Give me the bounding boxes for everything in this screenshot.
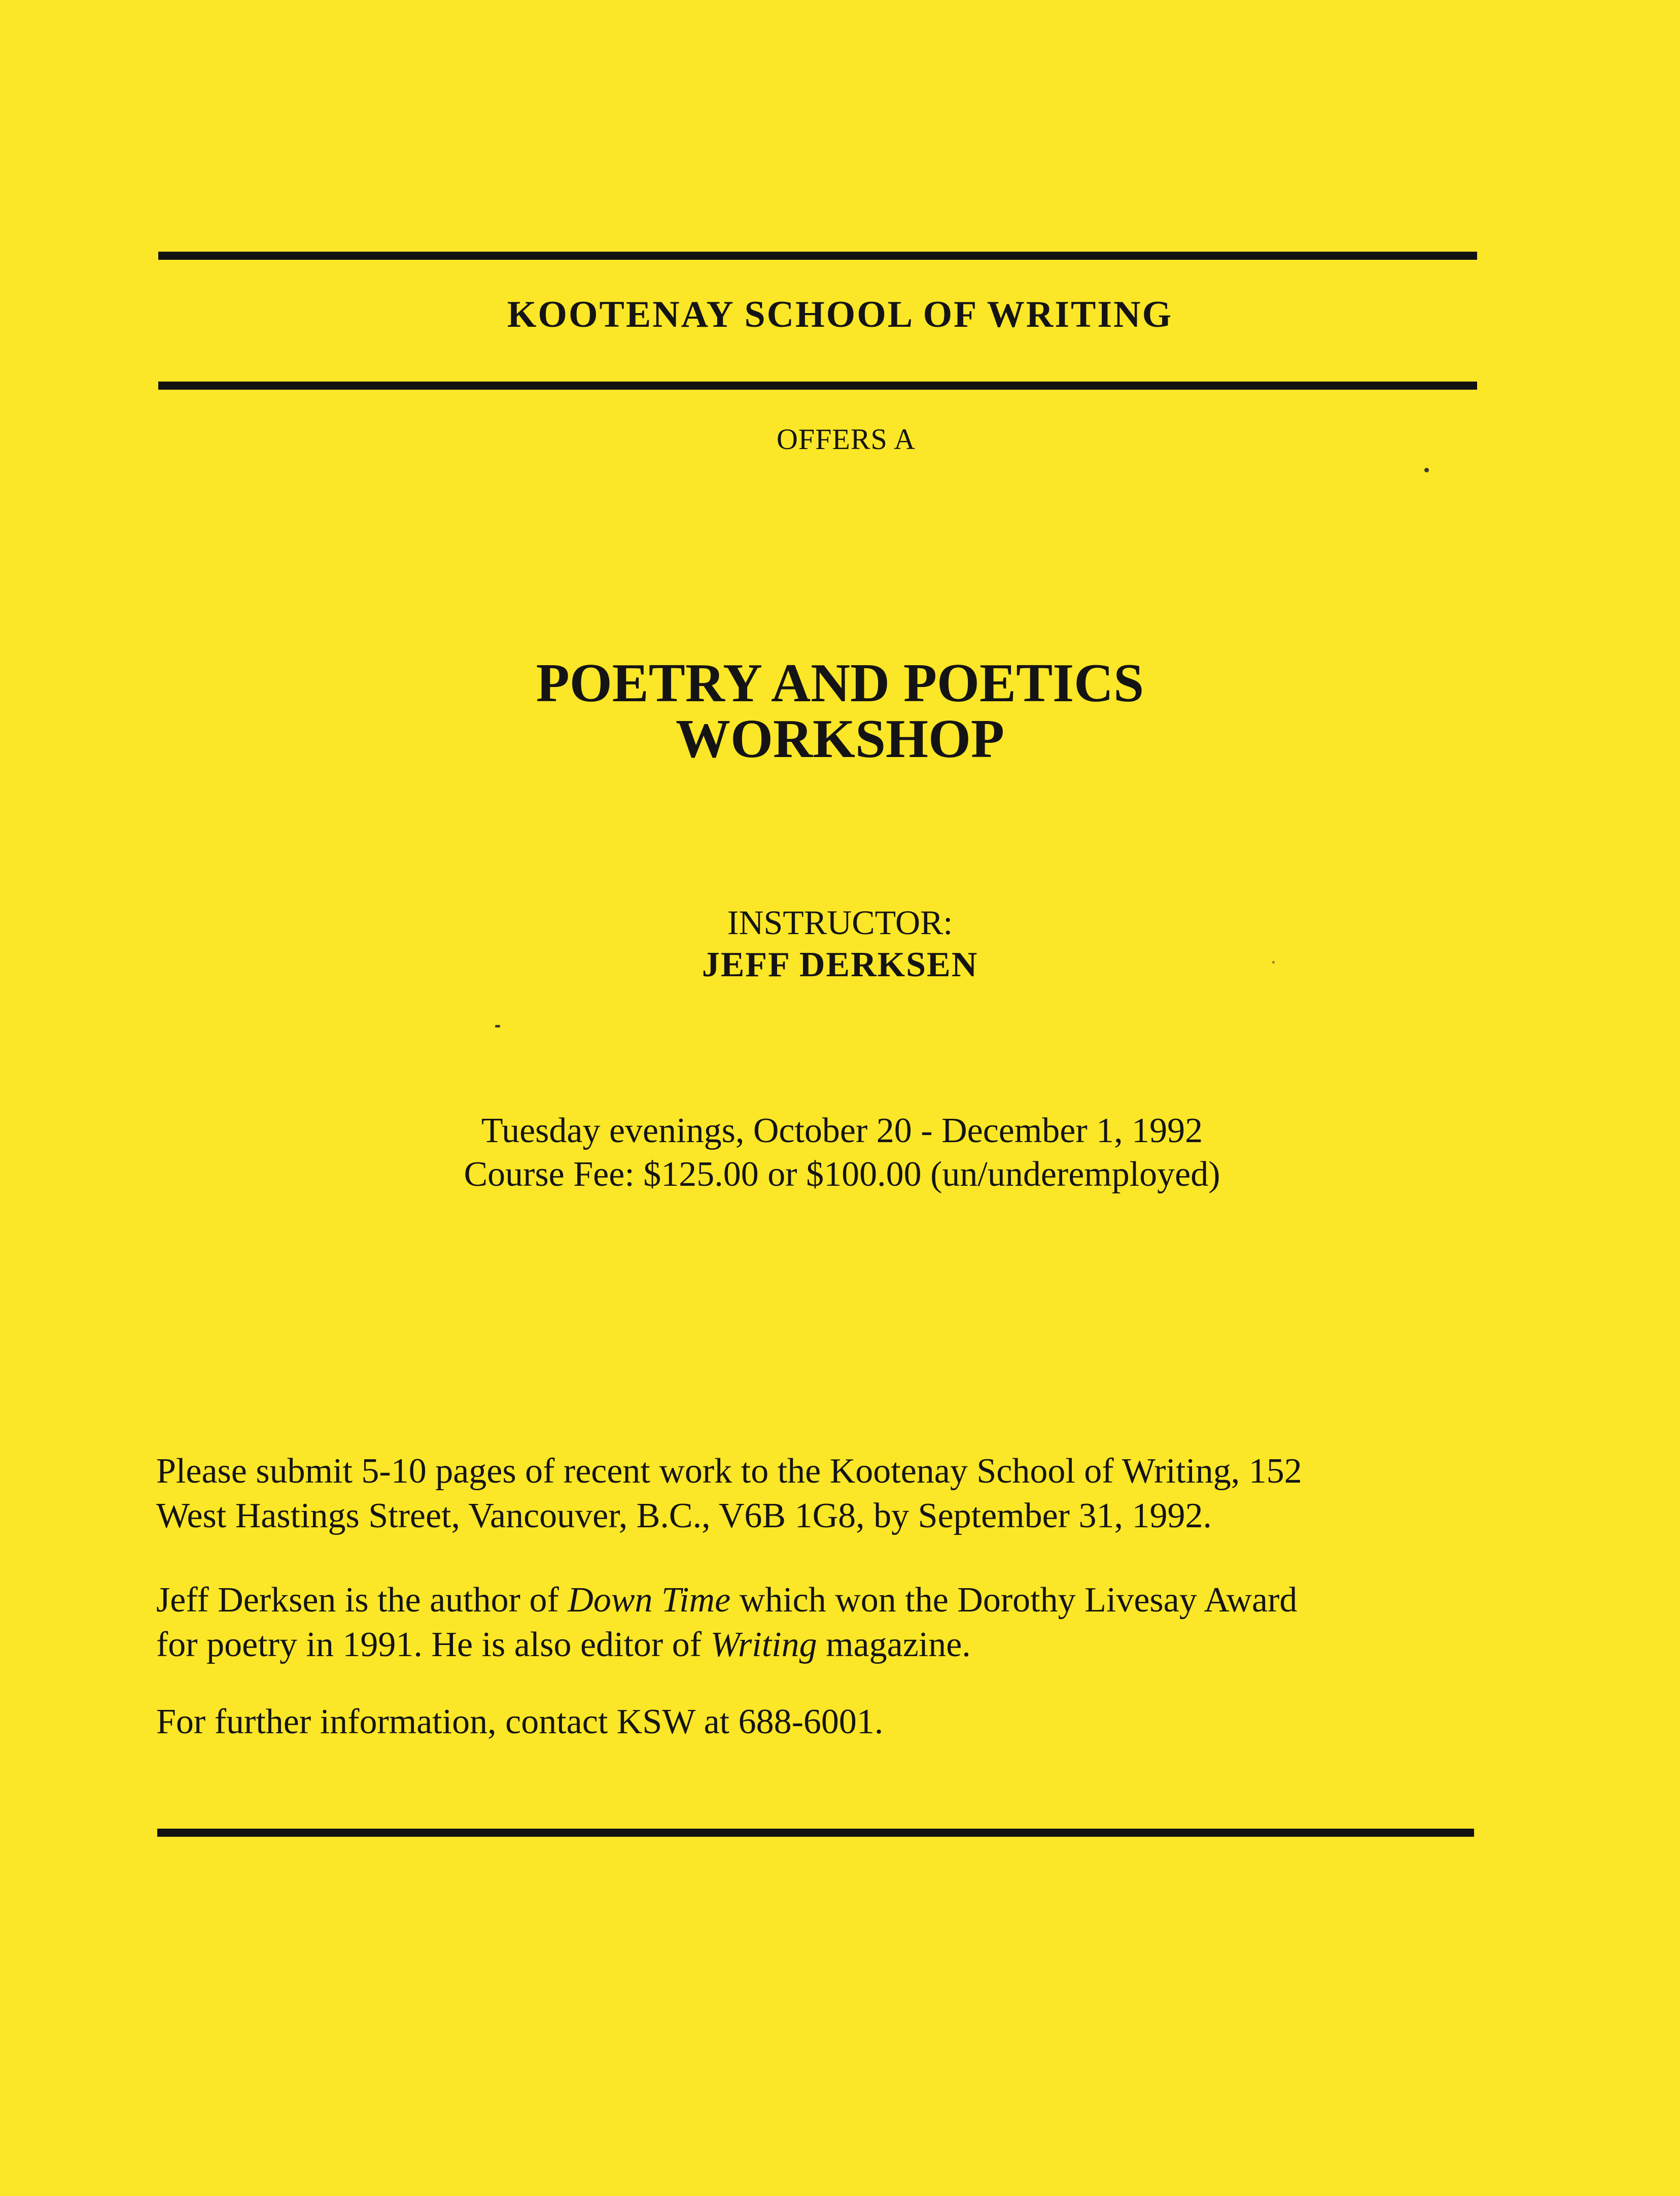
author-bio-text: Jeff Derksen is the author of [156,1581,568,1620]
paper-speck [495,1025,500,1027]
submission-instructions [156,1449,1495,1538]
instructor-name: JEFF DERKSEN [702,945,978,984]
workshop-title-line-2: WORKSHOP [675,709,1005,769]
school-name: KOOTENAY SCHOOL OF WRITING [507,294,1173,335]
author-bio-line-1 [156,1578,1495,1623]
course-dates: Tuesday evenings, October 20 - December 1, 1992 [481,1111,1203,1150]
paper-speck [1424,468,1429,472]
schedule-block [2,1109,1680,1196]
paper-speck [1272,961,1275,964]
author-bio-text: for poetry in 1991. He is also editor of [156,1625,711,1664]
contact-info: For further information, contact KSW at 688-6001. [156,1702,884,1741]
bottom-rule [157,1829,1474,1837]
instructor-label: INSTRUCTOR: [727,903,953,942]
submission-line-1: Please submit 5-10 pages of recent work to the Kootenay School of Writing, 152 [156,1452,1302,1491]
course-fee: Course Fee: $125.00 or $100.00 (un/underemployed) [464,1155,1220,1194]
author-bio-text: which won the Dorothy Livesay Award [730,1581,1298,1620]
author-bio-text: magazine. [817,1625,971,1664]
book-title: Down Time [568,1581,731,1620]
top-rule [158,252,1477,260]
header-rule [158,382,1477,390]
workshop-title [0,653,1680,769]
workshop-title-line-1: POETRY AND POETICS [536,653,1144,713]
author-bio [156,1578,1495,1667]
author-bio-line-2 [156,1623,1495,1667]
offers-text: OFFERS A [777,423,916,456]
submission-line-2: West Hastings Street, Vancouver, B.C., V6B 1G8, by September 31, 1992. [156,1496,1212,1535]
magazine-title: Writing [710,1625,817,1664]
